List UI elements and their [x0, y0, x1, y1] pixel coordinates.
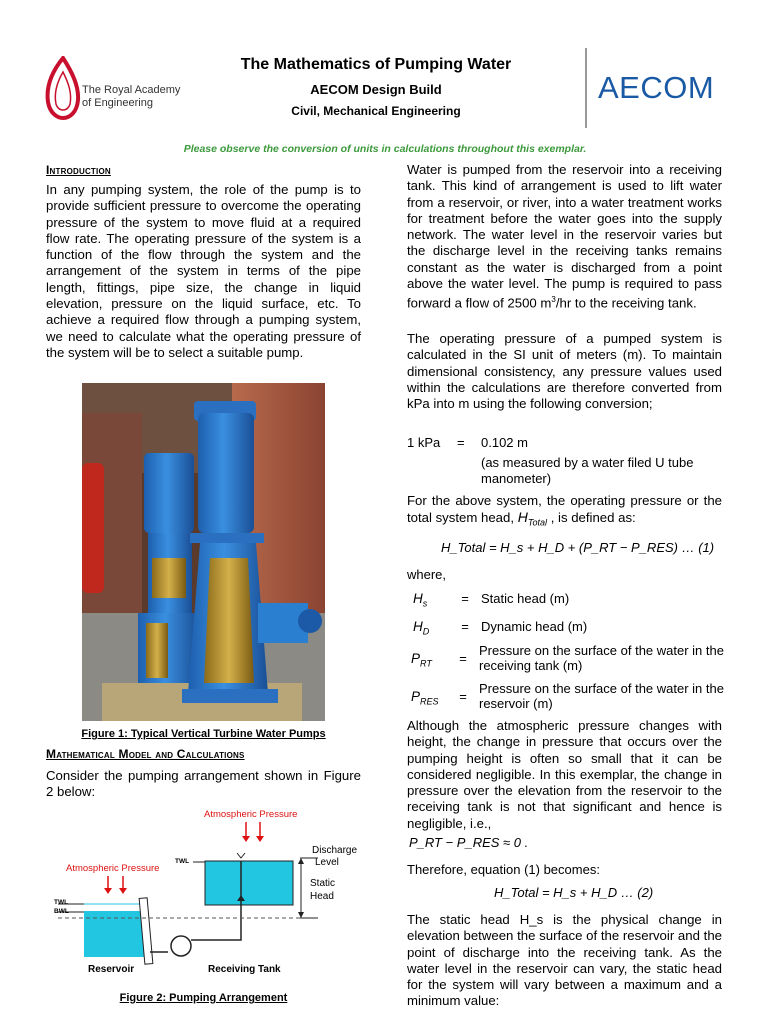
def-symbol-pres: $P_{RES}$: [411, 689, 439, 707]
math-intro: Consider the pumping arrangement shown in Figure 2 below:: [46, 768, 361, 800]
def-symbol-hd: $H_D$: [413, 619, 430, 637]
def-desc-pres: Pressure on the surface of the water in the reservoir (m): [479, 681, 724, 711]
static-head-label-2: Head: [310, 891, 334, 902]
aecom-logo: AECOM: [598, 70, 715, 105]
def-symbol-prt: $P_{RT}$: [411, 651, 432, 669]
math-heading: Mathematical Model and Calculations: [46, 747, 245, 761]
discipline: Civil, Mechanical Engineering: [291, 104, 461, 118]
rae-flame-icon: [44, 56, 82, 120]
pump-photo: [82, 383, 325, 721]
def-eq-hd: =: [461, 619, 469, 634]
figure2-caption: Figure 2: Pumping Arrangement: [119, 992, 288, 1004]
def-eq-prt: =: [459, 651, 467, 666]
paragraph-2: The operating pressure of a pumped system is calculated in the SI unit of meters (m). To maintain dimensional consistency, any pressure values used within the calculations are therefore converted from kPa into m using the following conversion;: [407, 331, 722, 412]
flow-unit-sup: 3: [551, 295, 556, 305]
rae-logo: [44, 56, 184, 118]
def-row-pres: [411, 681, 729, 711]
paragraph-6: The static head H_s is the physical change in elevation between the surface of the reservoir and the point of discharge into the receiving tank. As the water level in the reservoir can vary, the static head for the system will vary between a maximum and a minimum value:: [407, 912, 722, 1009]
header-divider: [585, 48, 587, 128]
rae-logo-line1: The Royal Academy: [82, 84, 181, 96]
negligible-equation: P_RT − P_RES ≈ 0 .: [409, 835, 529, 850]
conversion-rhs: 0.102 m: [481, 435, 528, 450]
atm-pressure-right: Atmospheric Pressure: [204, 809, 298, 820]
paragraph-3-text: For the above system, the operating pressure or the total system head,: [407, 493, 722, 526]
units-notice: Please observe the conversion of units in calculations throughout this exemplar.: [183, 143, 587, 155]
discharge-level-label-2: Level: [315, 857, 339, 868]
atm-pressure-left: Atmospheric Pressure: [66, 863, 160, 874]
equation-1: H_Total = H_s + H_D + (P_RT − P_RES) … (1): [441, 540, 715, 555]
flow-end: /hr to the receiving tank.: [555, 295, 697, 311]
static-head-label-1: Static: [310, 878, 336, 889]
paragraph-3-end: , is defined as:: [550, 510, 636, 526]
rae-logo-line2: of Engineering: [82, 97, 153, 109]
paragraph-3: [407, 493, 722, 531]
twl-right-label: TWL: [175, 858, 190, 865]
p3-subscript: Total: [527, 517, 548, 528]
pumping-diagram: [48, 806, 368, 981]
def-desc-hs: Static head (m): [481, 591, 570, 606]
conversion-note: (as measured by a water filed U tube manometer): [481, 455, 694, 486]
page-title: The Mathematics of Pumping Water: [240, 56, 512, 73]
flow-value: 2500 m: [507, 295, 552, 311]
def-row-hd: [413, 619, 731, 637]
twl-left-label: TWL: [54, 899, 69, 906]
intro-text: In any pumping system, the role of the pump is to provide sufficient pressure to overcome the operating pressure of the system to move fluid at a required flow rate. The operating pressure of the system is a function of the flow through the system and the arrangement of the system in terms of the pipe length, fittings, pipe size, the change in liquid elevation, pressure on the liquid surface, etc. To achieve a required flow through a pumping system, we need to calculate what the operating pressure of the system will be to select a suitable pump.: [46, 182, 361, 360]
def-eq-pres: =: [459, 689, 467, 704]
p3-symbol: H: [517, 509, 528, 526]
equation-2: H_Total = H_s + H_D … (2): [494, 885, 654, 900]
def-row-hs: [413, 591, 731, 609]
discharge-level-label-1: Discharge: [312, 845, 358, 856]
paragraph-4: Although the atmospheric pressure changes with height, the change in pressure that occurs over the pumping height is often so small that it can be considered negligible. In this exemplar, the change in pressure over the elevation from the reservoir to the receiving tank is not that significant and hence is negligible, i.e.,: [407, 718, 722, 831]
bwl-left-label: BWL: [54, 908, 69, 915]
def-desc-hd: Dynamic head (m): [481, 619, 588, 634]
paragraph-1: [407, 162, 722, 312]
paragraph-1-text: Water is pumped from the reservoir into a receiving tank. This kind of arrangement is used to lift water from a reservoir, or river, into a water treatment works for treatment before the water goes into the supply network. The water level in the reservoir varies but the discharge level in the receiving tanks remains constant as the water is discharged from a point above the water level. The pump is required to pass forward a flow of: [407, 162, 722, 311]
receiving-tank-label: Receiving Tank: [208, 964, 281, 975]
def-desc-prt: Pressure on the surface of the water in the receiving tank (m): [479, 643, 724, 673]
reservoir-label: Reservoir: [88, 964, 135, 975]
def-symbol-hs: $H_s$: [413, 591, 428, 609]
intro-heading: Introduction: [46, 163, 111, 177]
def-row-prt: [411, 643, 729, 673]
paragraph-5: Therefore, equation (1) becomes:: [407, 862, 600, 877]
def-eq-hs: =: [461, 591, 469, 606]
figure1-caption: Figure 1: Typical Vertical Turbine Water Pumps: [81, 728, 326, 740]
where-label: where,: [407, 567, 447, 582]
page-subtitle: AECOM Design Build: [310, 82, 442, 97]
conversion-eq: =: [457, 435, 465, 450]
conversion-lhs: 1 kPa: [407, 435, 441, 450]
